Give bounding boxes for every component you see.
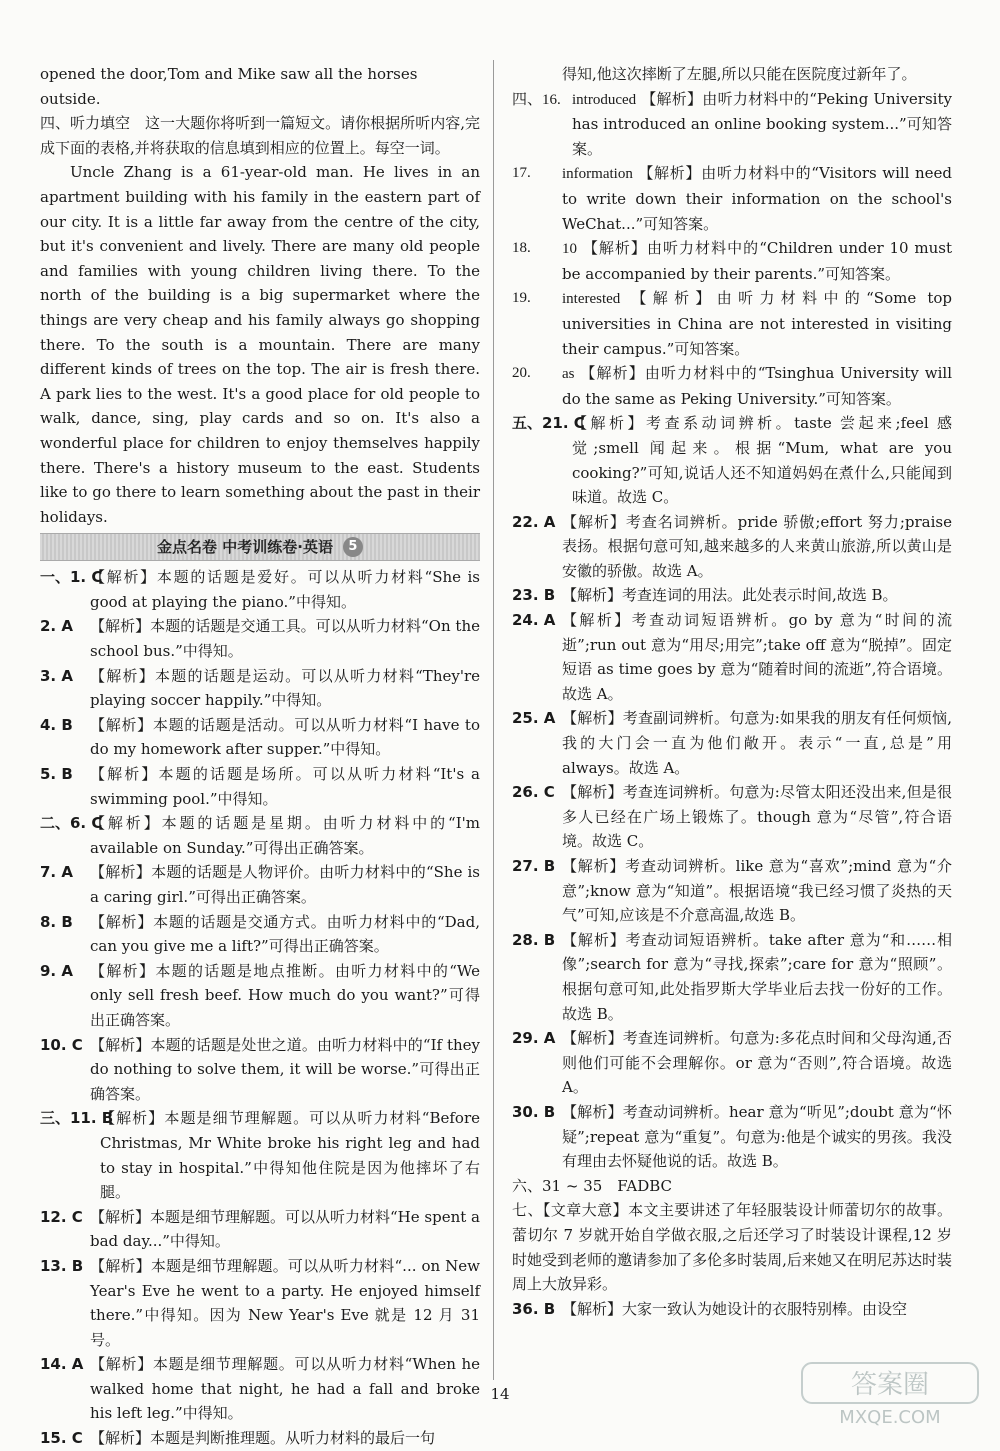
answer-text: 【解析】考查连词的用法。此处表示时间,故选 B。 [562, 586, 898, 605]
fill-answer-item [512, 286, 952, 361]
answer-text: 【解析】考查副词辨析。句意为:如果我的朋友有任何烦恼,我的大门会一直为他们敞开。表示“一直,总是”用 always。故选 A。 [562, 709, 952, 777]
answer-item [512, 1026, 952, 1100]
answer-text: 【解析】本题是细节理解题。可以从听力材料“... on New Year's Eve he went to a party. He enjoyed himself there.”中得知。因为 New Year's Eve 就是 12 月 31 号。 [90, 1256, 480, 1349]
answer-number: 14. A [40, 1355, 84, 1374]
answer-item [512, 510, 952, 584]
answer-number: 13. B [40, 1256, 84, 1275]
answer-item [40, 1205, 480, 1254]
answer-text: 【解析】考查名词辨析。pride 骄傲;effort 努力;praise 表扬。根据句意可知,越来越多的人来黄山旅游,所以黄山是安徽的骄傲。故选 A。 [562, 512, 952, 580]
answer-explanation: 【解析】由听力材料中的“Peking University has introduced an online booking system...”可知答案。 [572, 89, 952, 158]
answer-item [512, 608, 952, 706]
answer-number: 26. C [512, 783, 555, 802]
left-column [40, 62, 480, 1451]
answer-item [512, 1100, 952, 1174]
answer-item [40, 614, 480, 663]
answer-item [512, 854, 952, 928]
answer-number: 五、21. C [512, 414, 585, 433]
answer-text [562, 161, 952, 236]
section-banner [40, 533, 480, 561]
answer-number: 19. [512, 290, 531, 307]
answer-item [40, 664, 480, 713]
answer-number: 5. B [40, 765, 73, 784]
answer-item [512, 583, 952, 608]
answer-number: 17. [512, 165, 531, 182]
answer-text: 【解析】本题是判断推理题。从听力材料的最后一句 [90, 1429, 436, 1448]
answer-number: 25. A [512, 709, 556, 728]
answer-item [40, 1426, 480, 1451]
answer-text: 【解析】本题是细节理解题。可以从听力材料“Before Christmas, Mr White broke his right leg and had to stay in hospital.”中得知他住院是因为他摔坏了右腿。 [100, 1109, 480, 1202]
watermark-icon [800, 1359, 980, 1429]
answer-text: 【解析】本题的话题是活动。可以从听力材料“I have to do my homework after supper.”中得知。 [90, 715, 480, 759]
answer-number: 30. B [512, 1102, 556, 1121]
answer-text: 【解析】本题的话题是交通方式。由听力材料中的“Dad, can you give me a lift?”可得出正确答案。 [90, 912, 480, 956]
fill-answer-item [512, 161, 952, 236]
answer-number: 12. C [40, 1207, 83, 1226]
answer-item [40, 860, 480, 909]
answer-word: as [562, 366, 575, 383]
answer-text: 【解析】考查动词辨析。hear 意为“听见”;doubt 意为“怀疑”;repeat 意为“重复”。句意为:他是个诚实的男孩。我没有理由去怀疑他说的话。故选 B。 [562, 1102, 952, 1171]
answer-number: 22. A [512, 512, 556, 531]
answer-item [40, 713, 480, 762]
fill-answer-item [512, 236, 952, 286]
answer-number: 8. B [40, 912, 73, 931]
answer-number: 15. C [40, 1429, 83, 1448]
answer-explanation: 【解析】由听力材料中的“Some top universities in China are not interested in visiting their campus.”可知答案。 [562, 289, 952, 358]
answer-text: 【解析】考查系动词辨析。taste 尝起来;feel 感觉;smell 闻起来。根据“Mum, what are you cooking?”可知,说话人还不知道妈妈在煮什么,只能闻到味道。故选 C。 [572, 414, 952, 507]
answer-text: 【解析】本题的话题是人物评价。由听力材料中的“She is a caring girl.”可得出正确答案。 [90, 863, 480, 906]
answer-text [562, 286, 952, 361]
answer-explanation: 【解析】由听力材料中的“Tsinghua University will do the same as Peking University.”可知答案。 [562, 364, 952, 408]
answer-number: 18. [512, 240, 531, 257]
answer-number: 36. B [512, 1299, 556, 1318]
banner-title: 金点名卷 中考训练卷·英语 [157, 537, 333, 556]
answer-text: 【解析】考查动词短语辨析。take after 意为“和……相像”;search for 意为“寻找,探索”;care for 意为“照顾”。根据句意可知,此处指罗斯大学毕业后去找一份好的工作。故选 B。 [562, 930, 952, 1023]
answer-item [40, 959, 480, 1033]
answer-number: 29. A [512, 1029, 556, 1048]
watermark-url: MXQE.COM [839, 1407, 941, 1428]
fill-answer-item [512, 361, 952, 411]
answer-number: 3. A [40, 666, 73, 685]
answer-item [512, 411, 952, 509]
right-column [512, 62, 952, 1321]
answer-number: 4. B [40, 715, 73, 734]
answer-text: 【解析】考查动词辨析。like 意为“喜欢”;mind 意为“介意”;know 意为“知道”。根据语境“我已经习惯了炎热的天气”可知,应该是不介意高温,故选 B。 [562, 857, 952, 925]
listening-passage: Uncle Zhang is a 61-year-old man. He lives in an apartment building with his family in the eastern part of our city. It is a little far away from the centre of the city, but it's convenient and lively. There are many old people and families with young children living there. To the north of the building is a big supermarket where the things are very cheap and his family always go shopping there. To the south is a mountain. There are many different kinds of trees on the top. The air is fresh there. A park lies to the west. It's a good place for old people to walk, dance, sing, play cards and so on. It's also a wonderful place for children to enjoy themselves happily there. There's a history museum to the east. Students like to go there to learn something about the past in their holidays. [40, 163, 480, 526]
answer-text: 【解析】本题的话题是地点推断。由听力材料中的“We only sell fresh beef. How much do you want?”可得出正确答案。 [90, 961, 480, 1029]
answer-text [562, 236, 952, 286]
answer-text: 【解析】大家一致认为她设计的衣服特别棒。由设空 [562, 1299, 908, 1318]
section6-answers: 六、31 ~ 35 FADBC [512, 1176, 673, 1195]
answer-number: 9. A [40, 961, 73, 980]
watermark-logo [800, 1359, 980, 1429]
answer-number: 20. [512, 365, 531, 382]
watermark-text: 答案圈 [850, 1370, 930, 1400]
top-line: opened the door,Tom and Mike saw all the horses outside. [40, 65, 418, 108]
answer-text: 【解析】考查连词辨析。句意为:多花点时间和父母沟通,否则他们可能不会理解你。or 意为“否则”,符合语境。故选 A。 [562, 1029, 952, 1097]
answer-number: 二、6. C [40, 814, 103, 833]
answer-number: 三、11. B [40, 1109, 114, 1128]
answer-word: information [562, 166, 633, 183]
continuation-text: 得知,他这次摔断了左腿,所以只能在医院度过新年了。 [562, 65, 917, 83]
answer-item [40, 1106, 480, 1204]
answer-item [512, 1297, 952, 1322]
answer-label [512, 87, 572, 162]
answer-item [40, 910, 480, 959]
answer-word: introduced [572, 91, 637, 108]
column-divider [493, 60, 494, 1380]
answer-text: 【解析】考查动词短语辨析。go by 意为“时间的流逝”;run out 意为“用尽;用完”;take off 意为“脱掉”。固定短语 as time goes by 意为“随着时间的流逝”,符合语境。故选 A。 [562, 611, 952, 703]
answer-text: 【解析】本题的话题是场所。可以从听力材料“It's a swimming pool.”中得知。 [90, 765, 480, 808]
answer-explanation: 【解析】由听力材料中的“Children under 10 must be accompanied by their parents.”可知答案。 [562, 239, 952, 283]
answer-item [40, 1254, 480, 1352]
answer-number: 四、16. [512, 91, 561, 108]
answer-item [40, 762, 480, 811]
answer-item [512, 706, 952, 780]
answer-item [40, 811, 480, 860]
answer-number: 一、1. C [40, 568, 103, 587]
answer-text: 【解析】本题是细节理解题。可以从听力材料“When he walked home that night, he had a fall and broke his left leg.”中得知。 [90, 1355, 480, 1423]
answer-text: 【解析】本题的话题是处世之道。由听力材料中的“If they do nothing to solve them, it will be worse.”可得出正确答案。 [90, 1035, 480, 1103]
answer-item [512, 928, 952, 1026]
answer-word: 10 [562, 241, 577, 258]
answer-item [512, 780, 952, 854]
answer-text [562, 361, 952, 411]
answer-text: 【解析】本题的话题是爱好。可以从听力材料“She is good at playing the piano.”中得知。 [90, 568, 480, 611]
answer-item [40, 1033, 480, 1107]
page-number: 14 [490, 1385, 510, 1403]
answer-number: 24. A [512, 611, 556, 630]
section4-heading: 四、听力填空 这一大题你将听到一篇短文。请你根据所听内容,完成下面的表格,并将获取的信息填到相应的位置上。每空一词。 [40, 114, 480, 157]
banner-badge: 5 [343, 537, 363, 557]
answer-number: 27. B [512, 857, 556, 875]
answer-text: 【解析】本题的话题是星期。由听力材料中的“I'm available on Sunday.”可得出正确答案。 [90, 814, 480, 857]
answer-number: 23. B [512, 586, 556, 605]
answer-word: interested [562, 291, 621, 308]
answer-text: 【解析】本题的话题是交通工具。可以从听力材料“On the school bus.”中得知。 [90, 617, 480, 661]
section7-summary: 七、【文章大意】本文主要讲述了年轻服装设计师蕾切尔的故事。蕾切尔 7 岁就开始自学做衣服,之后还学习了时装设计课程,12 岁时她受到老师的邀请参加了多伦多时装周,后来她又在明尼苏达时装周上大放异彩。 [512, 1201, 952, 1294]
answer-explanation: 【解析】由听力材料中的“Visitors will need to write down their information on the school's WeChat...”可知答案。 [562, 164, 952, 233]
answer-item [40, 565, 480, 614]
fill-answer-item [512, 87, 952, 162]
answer-text: 【解析】考查连词辨析。句意为:尽管太阳还没出来,但是很多人已经在广场上锻炼了。though 意为“尽管”,符合语境。故选 C。 [562, 783, 952, 851]
answer-number: 7. A [40, 863, 73, 882]
answer-text [572, 87, 952, 162]
answer-number: 10. C [40, 1035, 83, 1054]
answer-text: 【解析】本题是细节理解题。可以从听力材料“He spent a bad day...”中得知。 [90, 1207, 480, 1251]
answer-text: 【解析】本题的话题是运动。可以从听力材料“They're playing soccer happily.”中得知。 [90, 666, 480, 710]
answer-number: 28. B [512, 930, 556, 949]
answer-number: 2. A [40, 617, 73, 636]
